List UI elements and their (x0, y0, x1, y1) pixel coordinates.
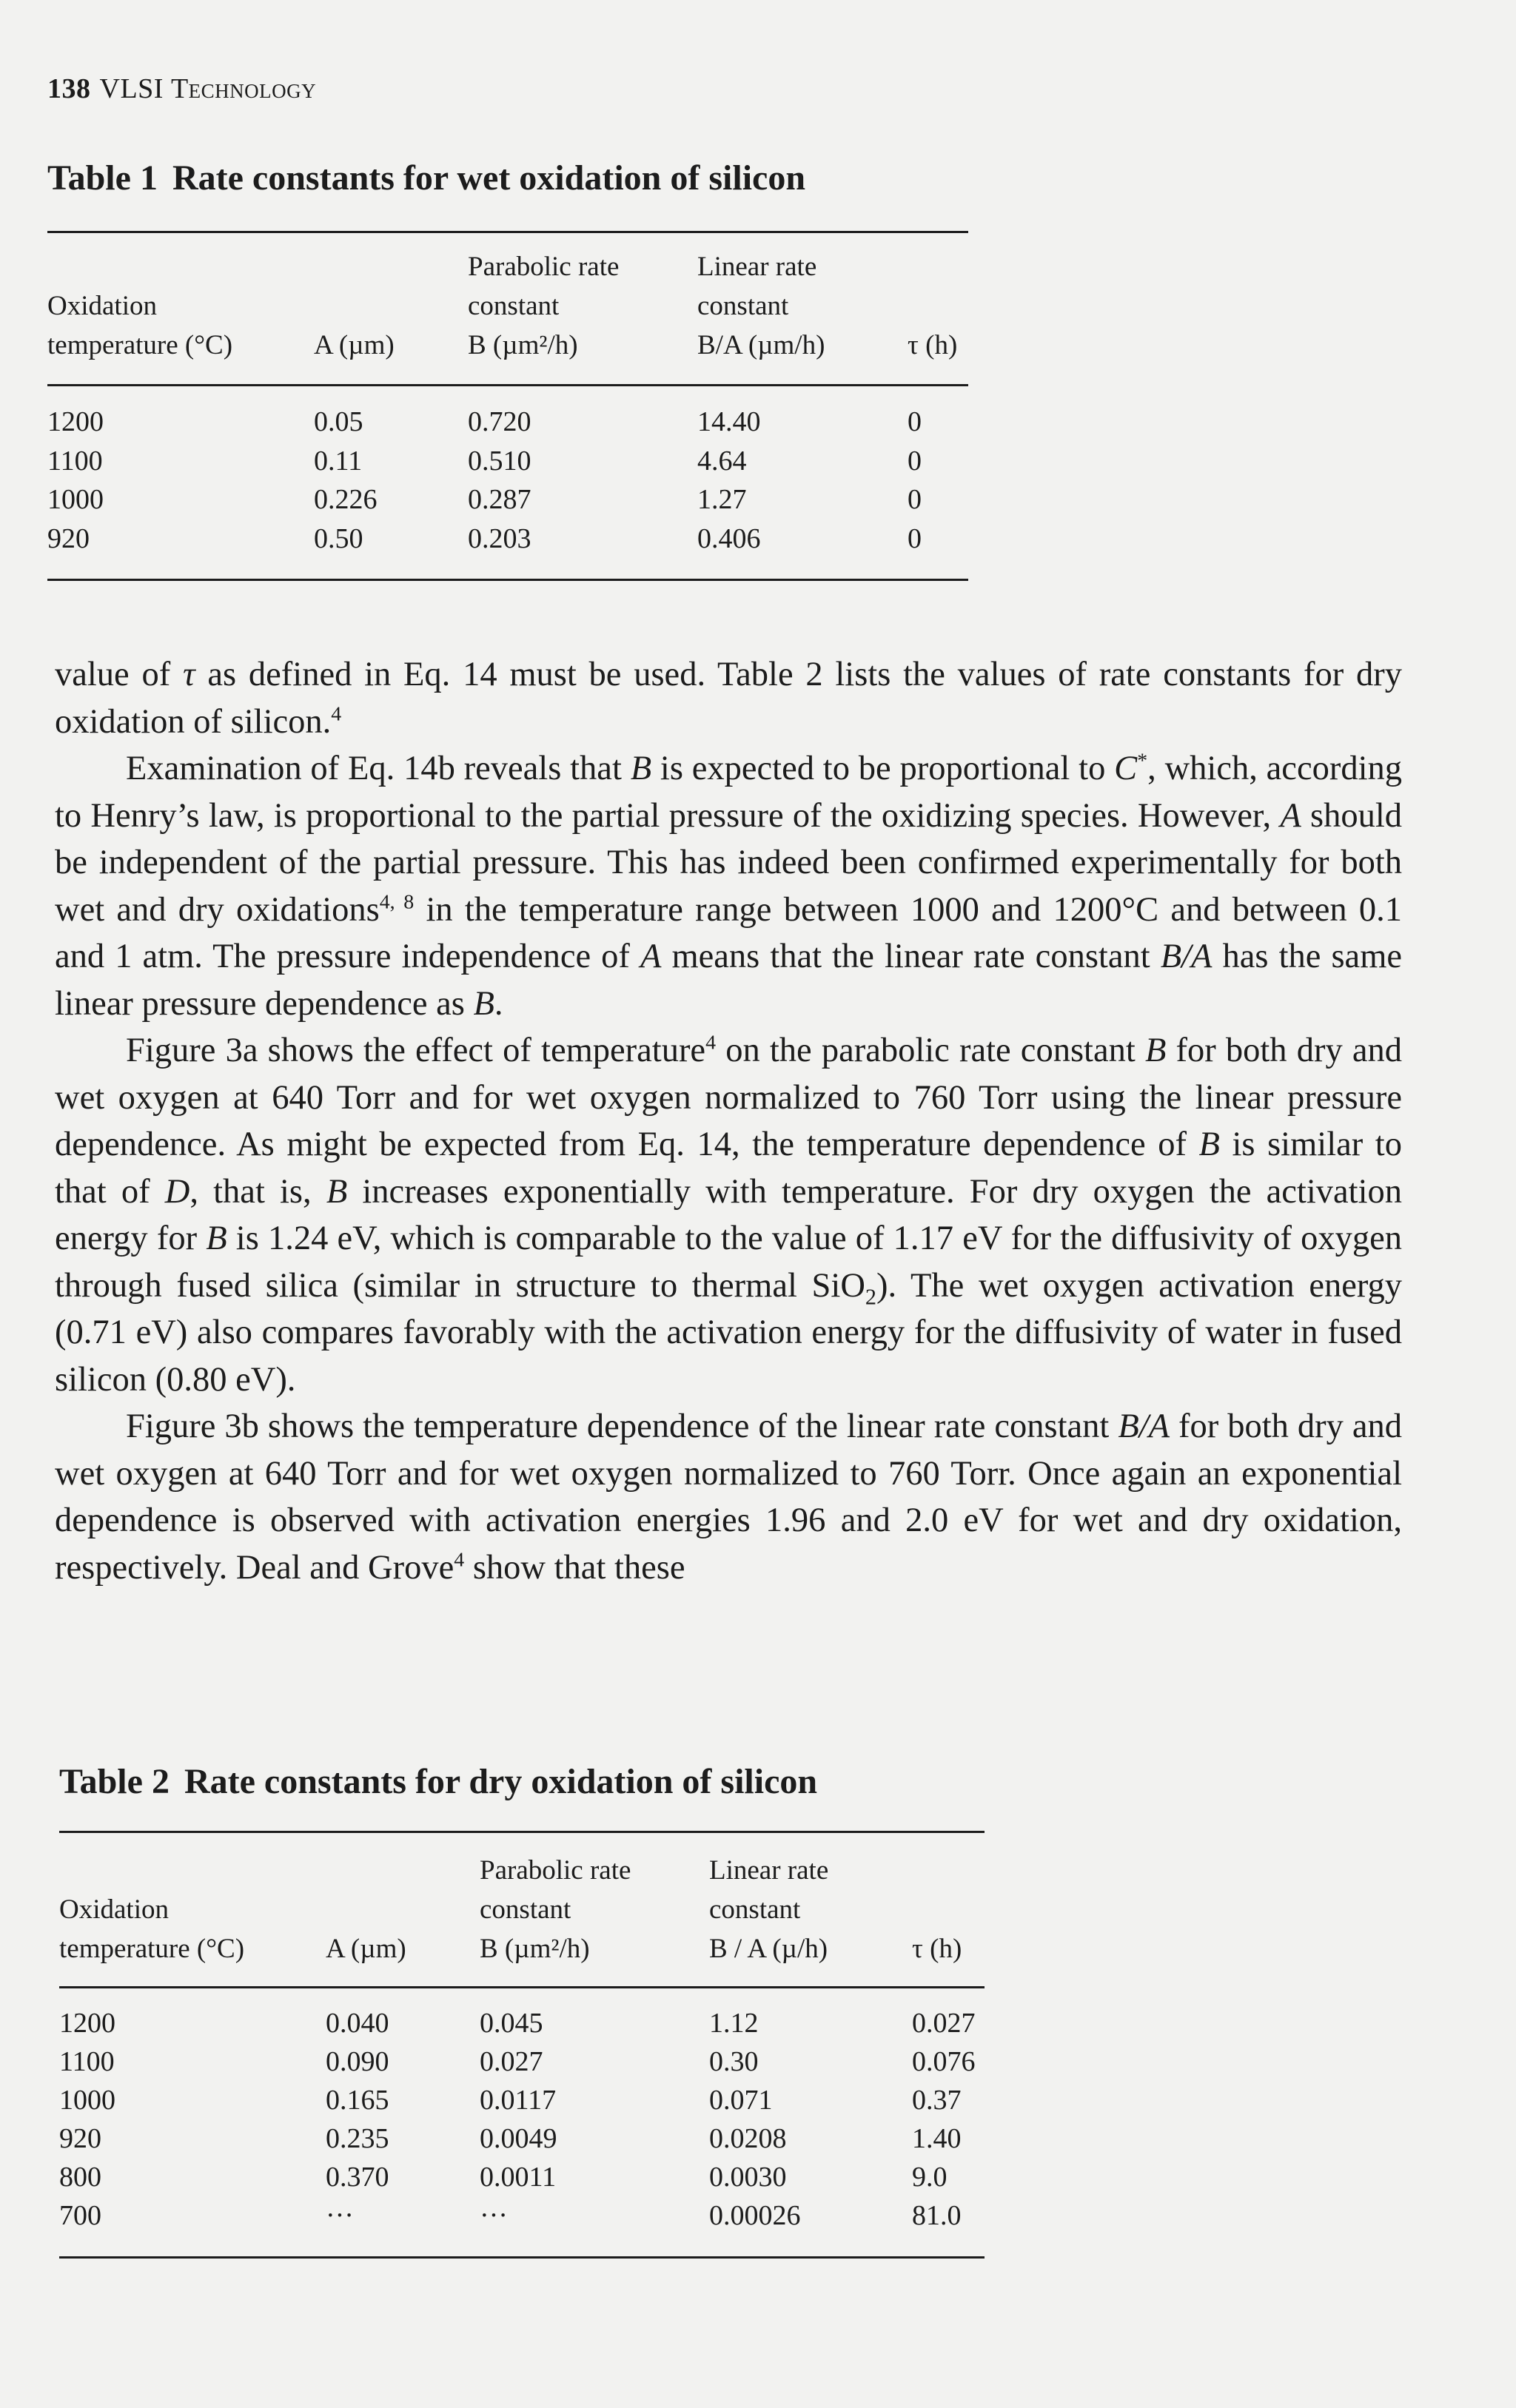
text: on the parabolic rate constant (716, 1032, 1145, 1069)
text: for both dry and wet oxygen at 640 Torr and for wet oxygen normalized to 760 Torr. Once again an exponential dependence is observed with activation energies 1.96 and 2.0 eV for wet and dry oxidation, respectively. Deal and Grove (55, 1408, 1402, 1587)
cell-temperature: 1000 (47, 484, 104, 515)
body-text (55, 651, 1402, 1591)
subscript: 2 (865, 1283, 877, 1309)
table2-header-linear (709, 1851, 828, 1968)
cell-tau: 81.0 (912, 2200, 962, 2231)
cell-temperature: 920 (47, 522, 90, 554)
table2-bottom-rule (59, 2256, 985, 2259)
table1-header-rule (47, 384, 968, 386)
superscript: * (1137, 749, 1148, 773)
running-head-title-smallcaps: Technology (170, 73, 317, 104)
table2-label: Table 2 (59, 1762, 170, 1801)
cell-ba: 0.30 (709, 2046, 759, 2077)
table1-header-tau (908, 326, 957, 365)
cell-temperature: 1000 (59, 2085, 115, 2116)
cell-temperature: 700 (59, 2200, 101, 2231)
cell-b: 0.0117 (480, 2085, 557, 2116)
table2-title (59, 1761, 817, 1802)
header-line: temperature (°C) (47, 330, 233, 360)
cell-b: 0.720 (468, 406, 531, 437)
header-line: Linear rate (709, 1855, 829, 1886)
header-line: Linear rate (697, 252, 817, 282)
table2-top-rule (59, 1831, 985, 1833)
cell-tau: 0 (908, 406, 922, 437)
text: means that the linear rate constant (661, 938, 1161, 975)
running-head-title: VLSI (99, 73, 164, 104)
cell-ba: 14.40 (697, 406, 761, 437)
text: show that these (464, 1548, 685, 1587)
text: Figure 3b shows the temperature dependence of the linear rate constant (126, 1408, 1118, 1445)
cell-temperature: 1200 (47, 406, 104, 437)
cell-a: 0.090 (326, 2046, 389, 2077)
header-line: τ (h) (912, 1934, 962, 1964)
cell-b: 0.287 (468, 484, 531, 515)
cell-ba: 4.64 (697, 445, 747, 477)
text: as defined in Eq. 14 must be used. Table 2 lists the values of rate constants for dry oxidation of silicon. (55, 656, 1402, 741)
symbol: C (1114, 750, 1138, 787)
cell-ba: 1.12 (709, 2008, 759, 2039)
cell-b: 0.045 (480, 2008, 543, 2039)
text: is similar to that of (55, 1126, 1402, 1211)
cell-tau: 0.076 (912, 2046, 976, 2077)
symbol: B (206, 1220, 227, 1257)
symbol: B (1198, 1126, 1220, 1163)
header-line: B (µm²/h) (468, 330, 578, 360)
cell-tau: 1.40 (912, 2123, 962, 2154)
cell-ba: 0.0030 (709, 2162, 787, 2193)
text: for both dry and wet oxygen at 640 Torr and for wet oxygen normalized to 760 Torr using the linear pressure dependence. As might be expected from Eq. 14, the temperature dependence of (55, 1032, 1402, 1163)
cell-tau: 0 (908, 445, 922, 477)
header-line: Oxidation (47, 291, 157, 321)
cell-ba: 0.071 (709, 2085, 773, 2116)
header-line: B/A (µm/h) (697, 330, 825, 360)
table2-header-rule (59, 1986, 985, 1988)
cell-temperature: 920 (59, 2123, 101, 2154)
table2-header-tau (912, 1929, 962, 1968)
cell-a: ··· (326, 2200, 354, 2231)
cell-a: 0.370 (326, 2162, 389, 2193)
text: increases exponentially with temperature. For dry oxygen the activation energy for (55, 1172, 1402, 1257)
cell-a: 0.040 (326, 2008, 389, 2039)
text: , that is, (190, 1172, 326, 1211)
citation: 4, 8 (379, 890, 415, 913)
header-line: τ (h) (908, 330, 958, 360)
text: ). The wet oxygen activation energy (0.71 eV) also compares favorably with the activation energy for the diffusivity of water in fused silicon (0.80 eV). (55, 1266, 1402, 1399)
page-number: 138 (47, 73, 91, 104)
header-line: B / A (µ/h) (709, 1934, 828, 1964)
text: is expected to be proportional to (651, 750, 1115, 787)
paragraph (55, 1027, 1402, 1403)
table1-title (47, 158, 805, 198)
symbol: B/A (1160, 938, 1213, 975)
cell-b: 0.510 (468, 445, 531, 477)
paragraph (55, 651, 1402, 745)
table2-header-temperature (59, 1890, 244, 1968)
header-line: constant (697, 291, 789, 321)
cell-b: 0.0049 (480, 2123, 557, 2154)
cell-tau: 0 (908, 484, 922, 515)
cell-a: 0.05 (314, 406, 363, 437)
header-line: constant (480, 1894, 571, 1925)
header-line: A (µm) (314, 330, 395, 360)
cell-tau: 9.0 (912, 2162, 948, 2193)
table2-header-parabolic (480, 1851, 631, 1968)
citation: 4 (454, 1548, 465, 1571)
table1-header-parabolic (468, 247, 619, 365)
text: , which, according to Henry’s law, is proportional to the partial pressure of the oxidizing species. However, (55, 750, 1402, 835)
text: value of (55, 656, 183, 693)
table1-label: Table 1 (47, 158, 158, 198)
cell-a: 0.226 (314, 484, 378, 515)
cell-a: 0.11 (314, 445, 363, 477)
cell-ba: 0.00026 (709, 2200, 801, 2231)
table1-caption: Rate constants for wet oxidation of silicon (172, 158, 806, 198)
text: Examination of Eq. 14b reveals that (126, 750, 631, 787)
header-line: B (µm²/h) (480, 1934, 590, 1964)
table1-header-a (314, 326, 395, 365)
symbol-tau: τ (182, 656, 195, 693)
cell-tau: 0 (908, 522, 922, 554)
text: is 1.24 eV, which is comparable to the value of 1.17 eV for the diffusivity of oxygen through fused silica (similar in structure to thermal SiO (55, 1220, 1402, 1305)
cell-tau: 0.37 (912, 2085, 962, 2116)
table2-header-a (326, 1929, 406, 1968)
paragraph (55, 1403, 1402, 1591)
header-line: temperature (°C) (59, 1934, 245, 1964)
symbol: D (164, 1172, 190, 1211)
table1-header-linear (697, 247, 825, 365)
cell-b: 0.0011 (480, 2162, 557, 2193)
cell-b: 0.027 (480, 2046, 543, 2077)
symbol: B/A (1118, 1408, 1170, 1445)
text: . (494, 984, 503, 1023)
paragraph (55, 745, 1402, 1027)
table1-top-rule (47, 231, 968, 233)
cell-temperature: 800 (59, 2162, 101, 2193)
cell-tau: 0.027 (912, 2008, 976, 2039)
header-line: A (µm) (326, 1934, 406, 1964)
cell-b: 0.203 (468, 522, 531, 554)
cell-ba: 0.406 (697, 522, 761, 554)
header-line: constant (468, 291, 560, 321)
cell-a: 0.235 (326, 2123, 389, 2154)
text: in the temperature range between 1000 and 1200°C and between 0.1 and 1 atm. The pressure independence of (55, 890, 1402, 975)
header-line: Parabolic rate (480, 1855, 631, 1886)
cell-temperature: 1200 (59, 2008, 115, 2039)
cell-a: 0.165 (326, 2085, 389, 2116)
header-line: Oxidation (59, 1894, 169, 1925)
citation: 4 (331, 702, 342, 725)
citation: 4 (705, 1031, 717, 1055)
header-line: Parabolic rate (468, 252, 620, 282)
cell-temperature: 1100 (59, 2046, 115, 2077)
table1-header-temperature (47, 286, 232, 365)
text: has the same linear pressure dependence as (55, 938, 1403, 1023)
running-head (47, 73, 316, 105)
symbol: A (640, 938, 662, 975)
cell-temperature: 1100 (47, 445, 103, 477)
text: should be independent of the partial pressure. This has indeed been confirmed experimentally for both wet and dry oxidations (55, 796, 1403, 929)
symbol: B (630, 750, 652, 787)
table1-bottom-rule (47, 579, 968, 581)
symbol: B (326, 1172, 348, 1211)
cell-ba: 1.27 (697, 484, 747, 515)
table2-caption: Rate constants for dry oxidation of silicon (184, 1762, 818, 1801)
text: Figure 3a shows the effect of temperature (126, 1032, 706, 1069)
symbol: B (1144, 1032, 1167, 1069)
cell-b: ··· (480, 2200, 508, 2231)
symbol: A (1280, 796, 1301, 835)
cell-a: 0.50 (314, 522, 363, 554)
cell-ba: 0.0208 (709, 2123, 787, 2154)
header-line: constant (709, 1894, 801, 1925)
symbol: B (473, 984, 494, 1023)
